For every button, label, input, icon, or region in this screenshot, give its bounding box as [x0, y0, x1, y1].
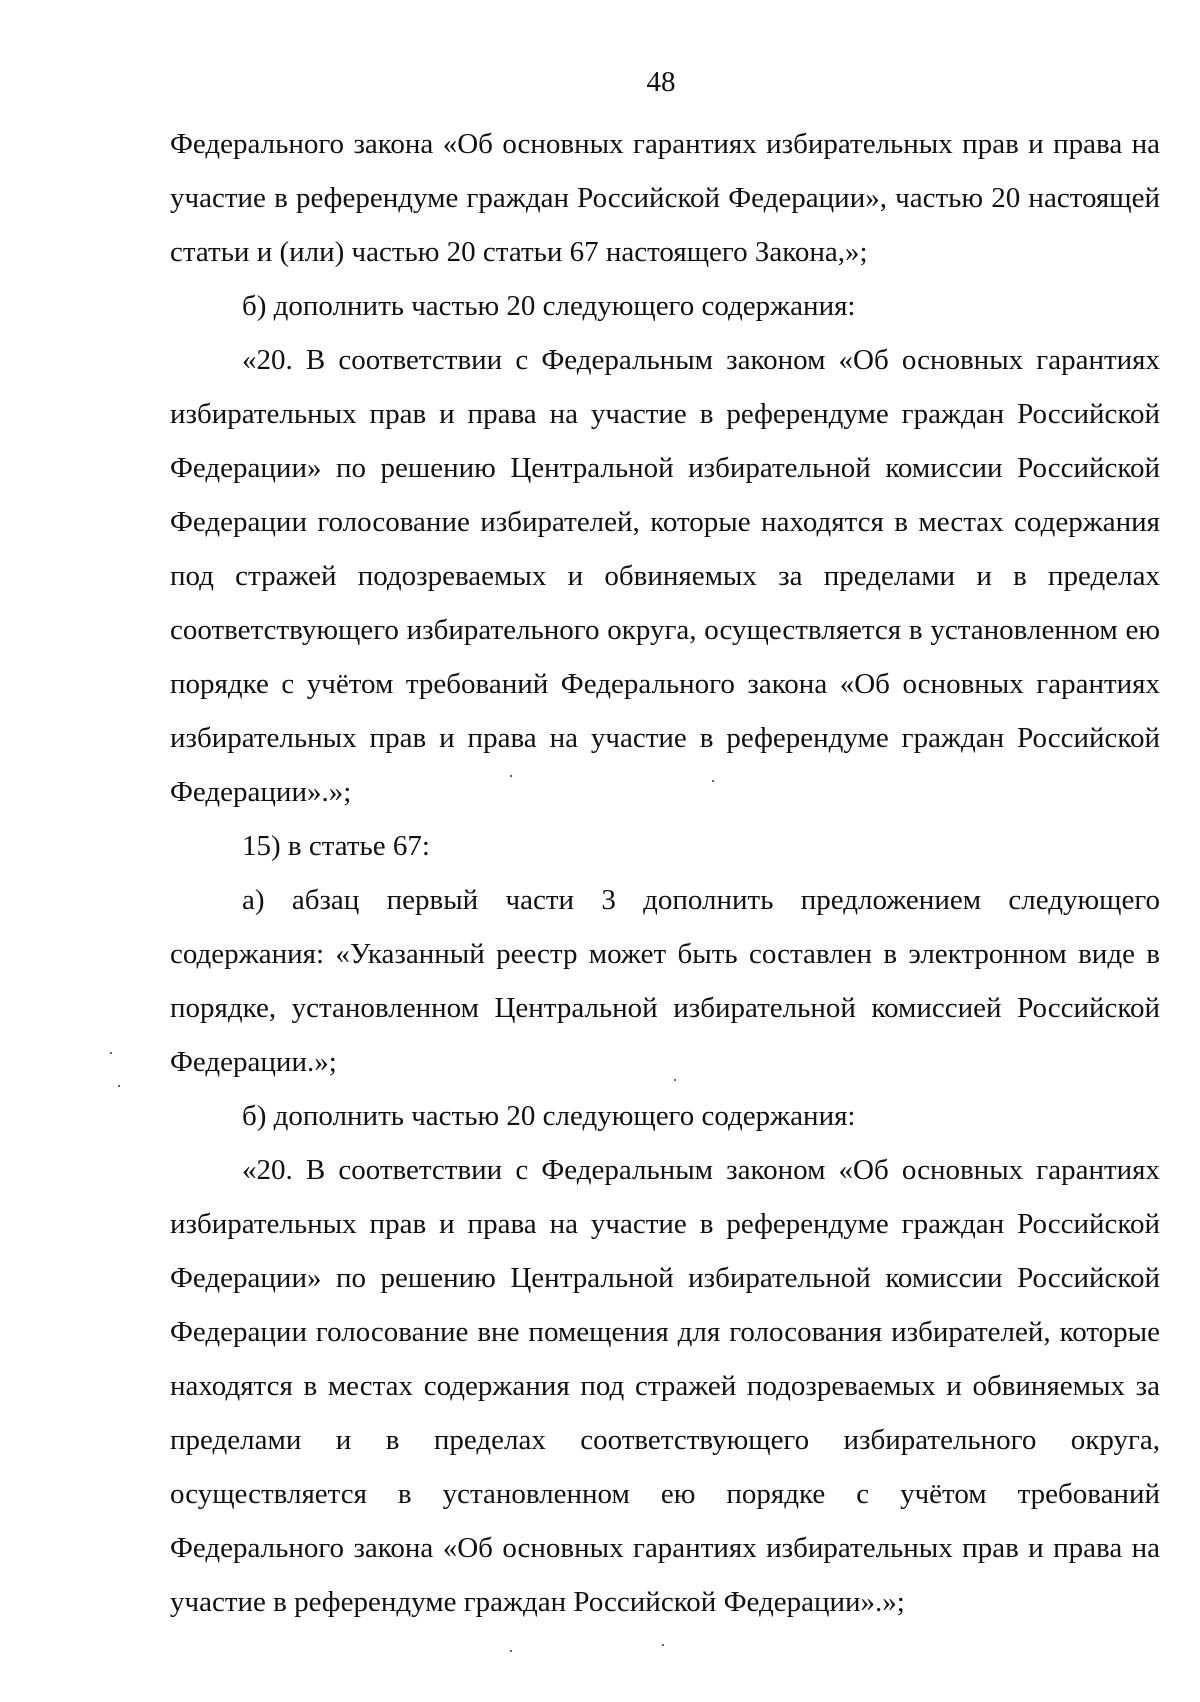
paragraph-subitem-a: а) абзац первый части 3 дополнить предложением следующего содержания: «Указанный реестр может быть составлен в электронном виде в порядке, установленном Центральной избирательной комиссией Российской Федерации.»;: [170, 884, 1160, 1078]
scan-speck: [510, 1650, 512, 1652]
paragraph-item-15: 15) в статье 67:: [242, 830, 430, 862]
scan-speck: [662, 1644, 664, 1646]
scan-speck: [118, 1085, 120, 1087]
scan-speck: [674, 1079, 676, 1081]
paragraph-part-20-text: «20. В соответствии с Федеральным законом «Об основных гарантиях избирательных прав и права на участие в референдуме граждан Российской Федерации» по решению Центральной избирательной комиссии Российской Федерации голосование избирателей, которые находятся в местах содержания под стражей подозреваемых и обвиняемых за пределами и в пределах соответствующего избирательного округа, осуществляется в установленном ею порядке с учётом требований Федерального закона «Об основных гарантиях избирательных прав и права на участие в референдуме граждан Российской Федерации».»;: [170, 344, 1160, 808]
page-number: 48: [646, 66, 676, 98]
paragraph-subitem-b: б) дополнить частью 20 следующего содержания:: [242, 290, 856, 322]
paragraph-continuation: Федерального закона «Об основных гарантиях избирательных прав и права на участие в референдуме граждан Российской Федерации», частью 20 настоящей статьи и (или) частью 20 статьи 67 настоящего Закона,»;: [170, 128, 1160, 268]
paragraph-subitem-b-second: б) дополнить частью 20 следующего содержания:: [242, 1100, 856, 1132]
scan-speck: [110, 1052, 112, 1054]
scan-speck: [712, 780, 714, 782]
document-body: [170, 117, 1160, 1629]
scan-speck: [510, 775, 512, 777]
paragraph-part-20-text-second: «20. В соответствии с Федеральным законом «Об основных гарантиях избирательных прав и права на участие в референдуме граждан Российской Федерации» по решению Центральной избирательной комиссии Российской Федерации голосование вне помещения для голосования избирателей, которые находятся в местах содержания под стражей подозреваемых и обвиняемых за пределами и в пределах соответствующего избирательного округа, осуществляется в установленном ею порядке с учётом требований Федерального закона «Об основных гарантиях избирательных прав и права на участие в референдуме граждан Российской Федерации».»;: [170, 1154, 1160, 1618]
